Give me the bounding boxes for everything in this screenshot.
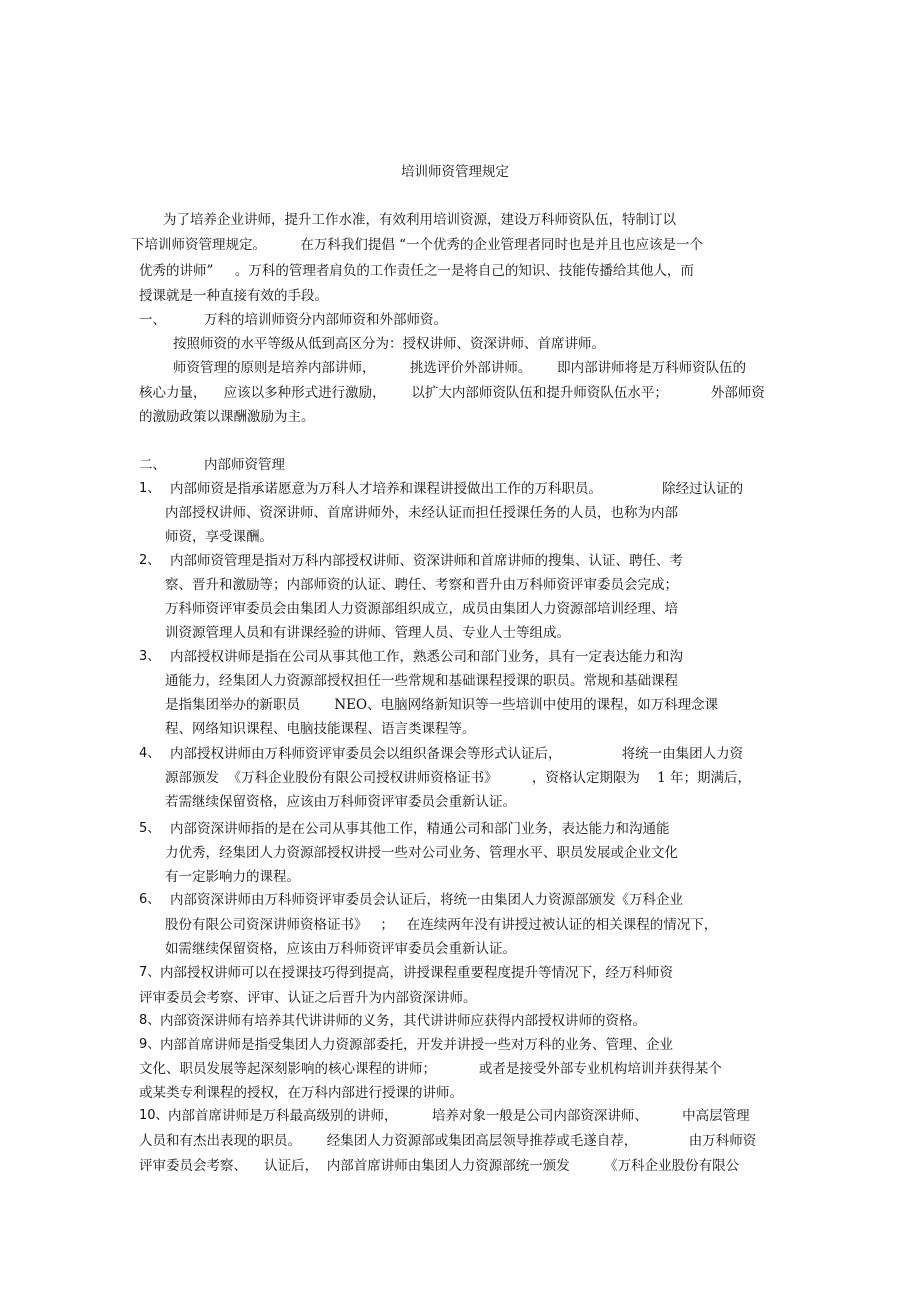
item-line: 如需继续保留资格，应该由万科师资评审委员会重新认证。 [165,941,516,957]
item-line: 内部首席讲师是万科最高级别的讲师， 培养对象一般是公司内部资深讲师、 中高层管理 [168,1108,750,1124]
item-line: 内部资深讲师由万科师资评审委员会认证后，将统一由集团人力资源部颁发《万科企业 [170,892,683,908]
paragraph-line: 师资管理的原则是培养内部讲师， 挑选评价外部讲师。 即内部讲师将是万科师资队伍的 [173,360,747,376]
item-line: 内部授权讲师由万科师资评审委员会以组织备课会等形式认证后， 将统一由集团人力资 [170,746,744,762]
item-line: 内部授权讲师可以在授课技巧得到提高，讲授课程重要程度提升等情况下，经万科师资 [160,965,673,981]
paragraph-line: 按照师资的水平等级从低到高区分为：授权讲师、资深讲师、首席讲师。 [173,336,605,352]
paragraph-line: 核心力量， 应该以多种形式进行激励， 以扩大内部师资队伍和提升师资队伍水平； 外部师资 [139,385,765,401]
item-line: 文化、职员发展等起深刻影响的核心课程的讲师； 或者是接受外部专业机构培训并获得某个 [139,1061,722,1077]
item-line: 内部授权讲师是指在公司从事其他工作，熟悉公司和部门业务，具有一定表达能力和沟 [170,649,683,665]
section-heading: 万科的培训师资分内部师资和外部师资。 [204,312,447,328]
item-number: 5、 [139,821,161,836]
item-number: 2、 [139,553,161,568]
section-heading: 内部师资管理 [204,457,285,473]
intro-line: 优秀的讲师” 。万科的管理者肩负的工作责任之一是将自己的知识、技能传播给其他人，而 [139,263,694,279]
item-number: 6、 [139,892,161,907]
section-number: 一、 [139,312,166,328]
item-number: 4、 [139,746,161,761]
item-line: 评审委员会考察、 认证后， 内部首席讲师由集团人力资源部统一颁发 《万科企业股份有限公 [139,1158,740,1174]
item-line: 程、网络知识课程、电脑技能课程、语言类课程等。 [165,721,476,737]
item-line: 训资源管理人员和有讲课经验的讲师、管理人员、专业人士等组成。 [165,625,570,641]
item-line: 源部颁发 《万科企业股份有限公司授权讲师资格证书》 ，资格认定期限为 1 年；期满后， [165,770,751,786]
item-number: 8、 [139,1013,161,1028]
item-number: 3、 [139,649,161,664]
section-number: 二、 [139,457,166,473]
intro-line: 授课就是一种直接有效的手段。 [139,288,328,304]
intro-line: 下培训师资管理规定。 在万科我们提倡 “一个优秀的企业管理者同时也是并且也应该是一个 [131,237,704,253]
item-line: 人员和有杰出表现的职员。 经集团人力资源部或集团高层领导推荐或毛遂自荐， 由万科师资 [139,1133,757,1149]
item-number: 1、 [139,481,161,496]
item-line: 万科师资评审委员会由集团人力资源部组织成立，成员由集团人力资源部培训经理、培 [165,601,678,617]
item-line: 若需继续保留资格，应该由万科师资评审委员会重新认证。 [165,794,516,810]
item-line: 股份有限公司资深讲师资格证书》 ； 在连续两年没有讲授过被认证的相关课程的情况下， [165,917,718,933]
item-line: 或某类专利课程的授权，在万科内部进行授课的讲师。 [139,1085,463,1101]
paragraph-line: 的激励政策以课酬激励为主。 [139,409,315,425]
item-number: 10、 [139,1108,169,1123]
item-line: 内部师资管理是指对万科内部授权讲师、资深讲师和首席讲师的搜集、认证、聘任、考 [170,553,683,569]
intro-line: 为了培养企业讲师，提升工作水准，有效利用培训资源，建设万科师资队伍，特制订以 [163,212,676,228]
item-number: 9、 [139,1037,161,1052]
item-number: 7、 [139,965,161,980]
item-line: 内部师资是指承诺愿意为万科人才培养和课程讲授做出工作的万科职员。 除经过认证的 [170,481,744,497]
item-line: 内部资深讲师指的是在公司从事其他工作，精通公司和部门业务，表达能力和沟通能 [170,821,670,837]
item-line: 通能力，经集团人力资源部授权担任一些常规和基础课程授课的职员。常规和基础课程 [165,673,678,689]
item-line: 力优秀，经集团人力资源部授权讲授一些对公司业务、管理水平、职员发展或企业文化 [165,845,678,861]
item-line: 评审委员会考察、评审、认证之后晋升为内部资深讲师。 [139,990,477,1006]
page-title: 培训师资管理规定 [401,164,509,180]
item-line: 内部资深讲师有培养其代讲讲师的义务，其代讲讲师应获得内部授权讲师的资格。 [160,1013,646,1029]
item-line: 内部首席讲师是指受集团人力资源部委托，开发并讲授一些对万科的业务、管理、企业 [160,1037,673,1053]
item-line: 师资，享受课酬。 [165,529,273,545]
item-line: 有一定影响力的课程。 [165,869,300,885]
item-line: 察、晋升和激励等；内部师资的认证、聘任、考察和晋升由万科师资评审委员会完成； [165,577,678,593]
item-line: 是指集团举办的新职员 NEO、电脑网络新知识等一些培训中使用的课程，如万科理念课 [165,697,719,713]
item-line: 内部授权讲师、资深讲师、首席讲师外，未经认证而担任授课任务的人员，也称为内部 [165,505,678,521]
